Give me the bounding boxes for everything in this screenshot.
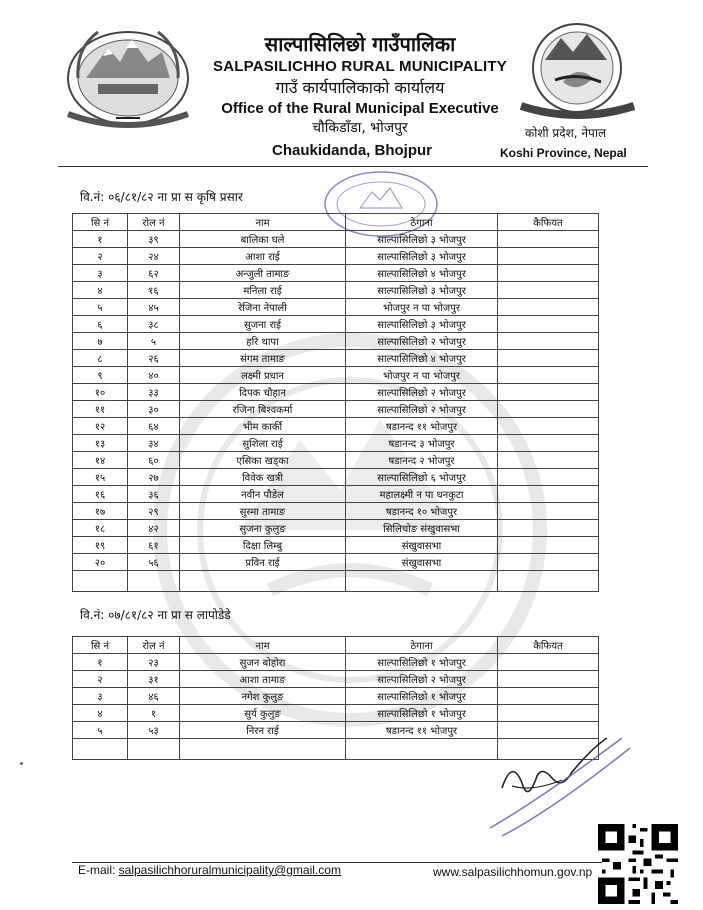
- cell-remarks: [498, 316, 599, 333]
- cell-name: रजिना बिश्वकर्मा: [180, 401, 346, 418]
- table-row: [73, 537, 599, 554]
- col-remarks: कैफियत: [498, 214, 599, 231]
- cell-remarks: [498, 452, 599, 469]
- cell-roll: ३३: [128, 384, 180, 401]
- col-address: ठेगाना: [346, 214, 498, 231]
- cell-name: नगेश कुलुङ: [180, 688, 346, 705]
- col-name: नाम: [180, 637, 346, 654]
- cell-serial: १९: [73, 537, 128, 554]
- cell-name: सुस्मा तामाङ: [180, 503, 346, 520]
- cell-name: भीम कार्की: [180, 418, 346, 435]
- cell-name: संगम तामाङ: [180, 350, 346, 367]
- cell-remarks: [498, 367, 599, 384]
- cell-name: लक्ष्मी प्रधान: [180, 367, 346, 384]
- cell-address: साल्पासिलिछो १ भोजपुर: [346, 654, 498, 671]
- cell-roll: ३१: [128, 671, 180, 688]
- email-link[interactable]: salpasilichhoruralmunicipality@gmail.com: [118, 863, 341, 877]
- cell-serial: ५: [73, 299, 128, 316]
- cell-roll: ४६: [128, 688, 180, 705]
- col-name: नाम: [180, 214, 346, 231]
- municipality-name-np: साल्पासिलिछो गाउँपालिका: [264, 32, 456, 56]
- cell-serial: ४: [73, 282, 128, 299]
- cell-name: सुजना राई: [180, 316, 346, 333]
- cell-name: बालिका घले: [180, 231, 346, 248]
- section2-title: वि.नं: ०७/८१/८२ ना प्रा स लापोडेडे: [80, 608, 231, 622]
- blank-cell: [180, 571, 346, 592]
- cell-serial: १: [73, 654, 128, 671]
- cell-remarks: [498, 469, 599, 486]
- cell-serial: १६: [73, 486, 128, 503]
- cell-name: निरन राई: [180, 722, 346, 739]
- cell-roll: २६: [128, 350, 180, 367]
- cell-remarks: [498, 537, 599, 554]
- cell-address: साल्पासिलिछो ३ भोजपुर: [346, 316, 498, 333]
- cell-roll: २७: [128, 469, 180, 486]
- cell-serial: १३: [73, 435, 128, 452]
- table-row: [73, 688, 599, 705]
- scan-speck: [20, 762, 23, 765]
- cell-name: दिक्षा लिम्बु: [180, 537, 346, 554]
- cell-name: हरि थापा: [180, 333, 346, 350]
- cell-name: प्रविन राई: [180, 554, 346, 571]
- cell-address: साल्पासिलिछो २ भोजपुर: [346, 333, 498, 350]
- cell-remarks: [498, 384, 599, 401]
- cell-address: षडानन्द १० भोजपुर: [346, 503, 498, 520]
- cell-remarks: [498, 231, 599, 248]
- cell-serial: २: [73, 671, 128, 688]
- cell-remarks: [498, 554, 599, 571]
- cell-serial: ७: [73, 333, 128, 350]
- cell-roll: १६: [128, 282, 180, 299]
- cell-remarks: [498, 520, 599, 537]
- header-divider: [58, 166, 648, 167]
- table-row: [73, 418, 599, 435]
- cell-roll: ३८: [128, 316, 180, 333]
- blank-cell: [346, 739, 498, 760]
- cell-address: साल्पासिलिछो २ भोजपुर: [346, 671, 498, 688]
- cell-serial: १७: [73, 503, 128, 520]
- cell-roll: २४: [128, 248, 180, 265]
- table-row: [73, 265, 599, 282]
- cell-remarks: [498, 671, 599, 688]
- cell-address: साल्पासिलिछो २ भोजपुर: [346, 401, 498, 418]
- blank-cell: [346, 571, 498, 592]
- cell-serial: २०: [73, 554, 128, 571]
- cell-address: भोजपुर न पा भोजपुर: [346, 299, 498, 316]
- table-row: [73, 401, 599, 418]
- cell-roll: २९: [128, 503, 180, 520]
- cell-serial: १: [73, 231, 128, 248]
- province-en: Koshi Province, Nepal: [500, 146, 627, 160]
- cell-remarks: [498, 486, 599, 503]
- cell-serial: ४: [73, 705, 128, 722]
- cell-serial: १४: [73, 452, 128, 469]
- table-row-blank: [73, 571, 599, 592]
- cell-remarks: [498, 418, 599, 435]
- cell-address: साल्पासिलिछो २ भोजपुर: [346, 384, 498, 401]
- table-row: [73, 282, 599, 299]
- table-row: [73, 671, 599, 688]
- blank-cell: [180, 739, 346, 760]
- qr-code-icon: [598, 824, 678, 904]
- cell-name: एसिका खड्का: [180, 452, 346, 469]
- cell-address: साल्पासिलिछो १ भोजपुर: [346, 705, 498, 722]
- blank-cell: [73, 571, 128, 592]
- cell-remarks: [498, 299, 599, 316]
- cell-name: दिपक चौहान: [180, 384, 346, 401]
- cell-serial: ११: [73, 401, 128, 418]
- cell-name: सुजना कुलुङ: [180, 520, 346, 537]
- cell-roll: ४५: [128, 299, 180, 316]
- email-label: E-mail:: [78, 863, 119, 877]
- cell-serial: १२: [73, 418, 128, 435]
- cell-serial: ६: [73, 316, 128, 333]
- cell-name: विवेक खत्री: [180, 469, 346, 486]
- cell-serial: ८: [73, 350, 128, 367]
- table-row: [73, 333, 599, 350]
- address-np: चौकिडाँडा, भोजपुर: [312, 120, 408, 136]
- cell-serial: ३: [73, 265, 128, 282]
- cell-roll: ५३: [128, 722, 180, 739]
- cell-address: षडानन्द ११ भोजपुर: [346, 722, 498, 739]
- signature-stamp-icon: [482, 728, 632, 838]
- col-roll: रोल नं: [128, 637, 180, 654]
- cell-address: साल्पासिलिछो १ भोजपुर: [346, 688, 498, 705]
- cell-serial: ५: [73, 722, 128, 739]
- cell-name: सुर्य कुलुङ: [180, 705, 346, 722]
- cell-address: साल्पासिलिछो ४ भोजपुर: [346, 350, 498, 367]
- cell-roll: ६४: [128, 418, 180, 435]
- cell-roll: ४०: [128, 367, 180, 384]
- cell-remarks: [498, 435, 599, 452]
- cell-name: मनिला राई: [180, 282, 346, 299]
- footer-email: [78, 863, 341, 877]
- office-name-np: गाउँ कार्यपालिकाको कार्यालय: [275, 78, 445, 97]
- blank-cell: [128, 739, 180, 760]
- table-row: [73, 486, 599, 503]
- col-serial: सि नं: [73, 637, 128, 654]
- cell-serial: १०: [73, 384, 128, 401]
- cell-remarks: [498, 503, 599, 520]
- cell-remarks: [498, 265, 599, 282]
- province-np: कोशी प्रदेश, नेपाल: [525, 126, 607, 140]
- cell-roll: ३०: [128, 401, 180, 418]
- table-row: [73, 435, 599, 452]
- cell-address: षडानन्द ३ भोजपुर: [346, 435, 498, 452]
- col-remarks: कैफियत: [498, 637, 599, 654]
- cell-name: सुजन बोहोरा: [180, 654, 346, 671]
- table-row: [73, 384, 599, 401]
- table-row: [73, 248, 599, 265]
- cell-address: भोजपुर न पा भोजपुर: [346, 367, 498, 384]
- cell-remarks: [498, 248, 599, 265]
- table-row: [73, 299, 599, 316]
- cell-roll: ६२: [128, 265, 180, 282]
- cell-address: संखुवासभा: [346, 554, 498, 571]
- cell-remarks: [498, 654, 599, 671]
- table-row: [73, 350, 599, 367]
- col-roll: रोल नं: [128, 214, 180, 231]
- cell-address: संखुवासभा: [346, 537, 498, 554]
- section1-title: वि.नं: ०६/८१/८२ ना प्रा स कृषि प्रसार: [80, 190, 243, 204]
- cell-address: साल्पासिलिछो ६ भोजपुर: [346, 469, 498, 486]
- blank-cell: [128, 571, 180, 592]
- table-row: [73, 503, 599, 520]
- table-row: [73, 554, 599, 571]
- cell-name: रेजिना नेपाली: [180, 299, 346, 316]
- cell-address: साल्पासिलिछो ३ भोजपुर: [346, 282, 498, 299]
- blank-cell: [498, 571, 599, 592]
- cell-serial: ३: [73, 688, 128, 705]
- cell-roll: ६१: [128, 537, 180, 554]
- cell-roll: १: [128, 705, 180, 722]
- cell-remarks: [498, 333, 599, 350]
- cell-serial: १५: [73, 469, 128, 486]
- table-row: [73, 231, 599, 248]
- cell-address: साल्पासिलिछो ३ भोजपुर: [346, 231, 498, 248]
- cell-address: सिलिचोङ संखुवासभा: [346, 520, 498, 537]
- address-en: Chaukidanda, Bhojpur: [272, 142, 433, 159]
- cell-serial: २: [73, 248, 128, 265]
- cell-name: सुशिला राई: [180, 435, 346, 452]
- nepal-emblem-icon: [58, 18, 198, 128]
- cell-remarks: [498, 705, 599, 722]
- table-row: [73, 367, 599, 384]
- table-row: [73, 452, 599, 469]
- cell-roll: ६०: [128, 452, 180, 469]
- cell-address: साल्पासिलिछो ३ भोजपुर: [346, 248, 498, 265]
- municipality-name-en: SALPASILICHHO RURAL MUNICIPALITY: [213, 58, 507, 75]
- cell-serial: ९: [73, 367, 128, 384]
- table-row: [73, 705, 599, 722]
- cell-name: नवीन पौडेल: [180, 486, 346, 503]
- cell-roll: ३९: [128, 231, 180, 248]
- cell-name: आशा राई: [180, 248, 346, 265]
- cell-roll: ४२: [128, 520, 180, 537]
- cell-remarks: [498, 282, 599, 299]
- col-serial: सि नं: [73, 214, 128, 231]
- cell-remarks: [498, 401, 599, 418]
- cell-address: महालक्ष्मी न पा धनकुटा: [346, 486, 498, 503]
- footer-website[interactable]: www.salpasilichhomun.gov.np: [433, 865, 593, 879]
- cell-address: साल्पासिलिछो ४ भोजपुर: [346, 265, 498, 282]
- cell-roll: ५६: [128, 554, 180, 571]
- table-row: [73, 520, 599, 537]
- cell-name: आशा तामाङ: [180, 671, 346, 688]
- blank-cell: [73, 739, 128, 760]
- cell-roll: ३६: [128, 486, 180, 503]
- cell-remarks: [498, 688, 599, 705]
- table-row: [73, 316, 599, 333]
- office-name-en: Office of the Rural Municipal Executive: [221, 100, 499, 117]
- cell-address: षडानन्द २ भोजपुर: [346, 452, 498, 469]
- col-address: ठेगाना: [346, 637, 498, 654]
- municipality-logo-icon: [515, 20, 640, 120]
- cell-roll: ३४: [128, 435, 180, 452]
- cell-roll: ५: [128, 333, 180, 350]
- cell-serial: १८: [73, 520, 128, 537]
- table-row: [73, 469, 599, 486]
- cell-address: षडानन्द ११ भोजपुर: [346, 418, 498, 435]
- cell-remarks: [498, 350, 599, 367]
- cell-roll: २३: [128, 654, 180, 671]
- table-row: [73, 654, 599, 671]
- cell-name: अन्जुली तामाङ: [180, 265, 346, 282]
- candidate-table-1: [72, 213, 599, 592]
